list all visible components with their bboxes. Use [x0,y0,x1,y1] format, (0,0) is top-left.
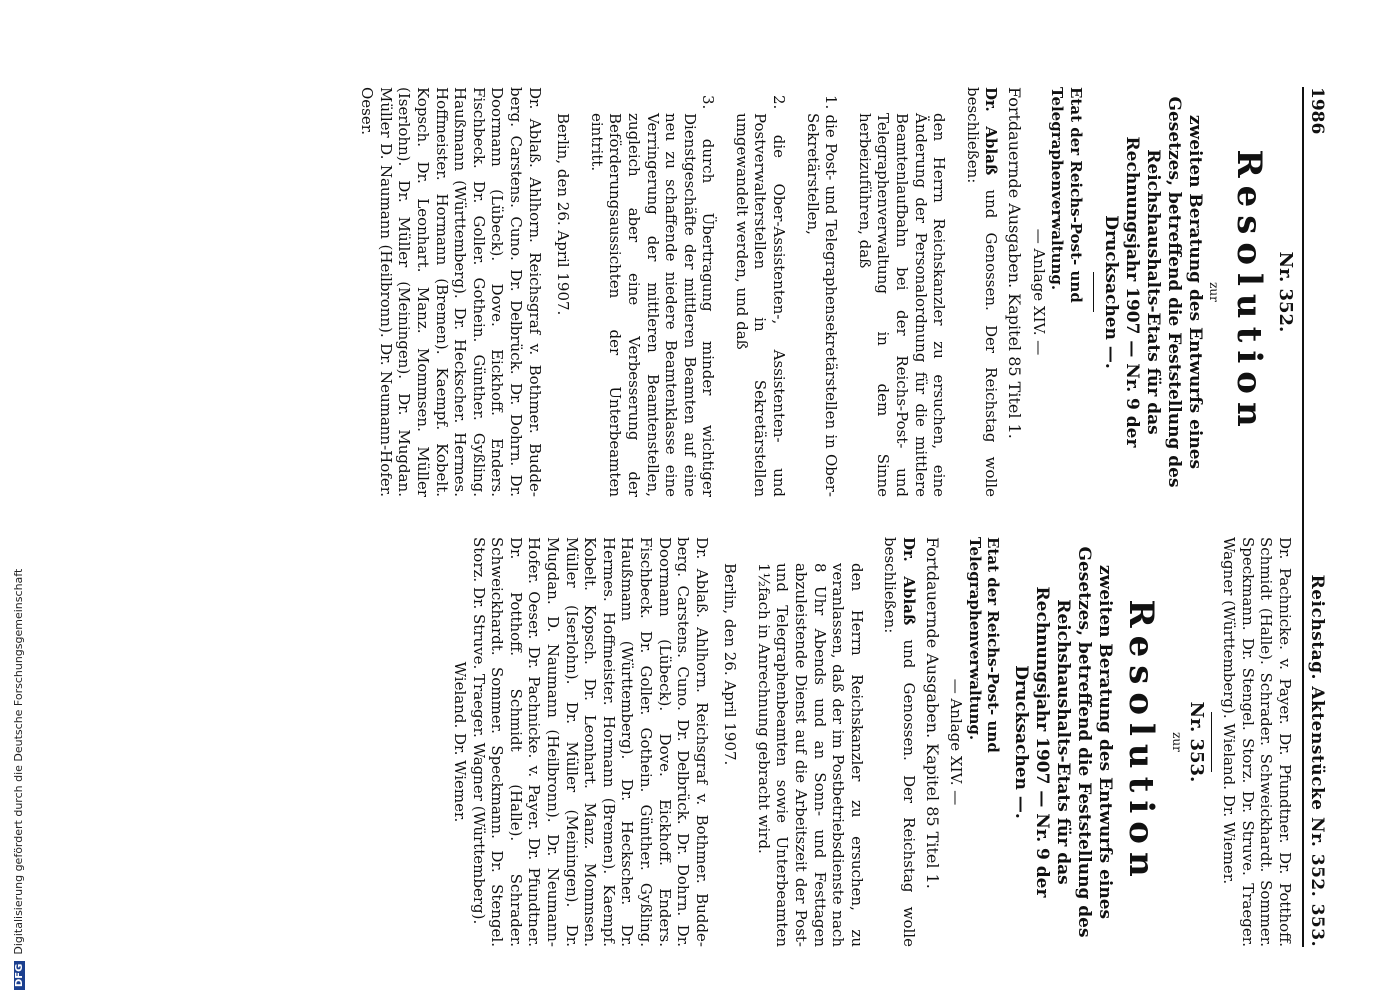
page-number: 1986 [1306,87,1327,135]
anlage-label: — Anlage XIV. — [1029,228,1048,356]
body-paragraph: den Herrn Reichskanzler zu ersuchen, eine Änderung der Personalordnung für die mittlere Beamtenlaufbahn bei der Reichs-Post- und Telegraphenverwaltung in dem Sinne herbeizuführen, daß [855,113,949,497]
intro-text: und Genossen. Der Reichstag wolle beschließen: [881,537,919,947]
list-item: 1. die Post- und Telegraphensekretärstellen in Ober-Sekretärstellen, [803,95,841,497]
document-page [358,87,1330,947]
date-line: Berlin, den 26. April 1907. [554,113,573,316]
column-right [450,537,1294,947]
intro-paragraph [881,537,918,947]
kapitel-line: Fortdauernde Ausgaben. Kapitel 85 Titel 1. [922,537,942,889]
dfg-note-text: Digitalisierung gefördert durch die Deutsche Forschungsgemeinschaft [12,568,25,955]
resolution-title: Resolution [1121,599,1162,885]
body-paragraph: den Herrn Reichskanzler zu ersuchen, zu veranlassen, daß der im Postbetriebsdienste nach 8 Uhr Abends und an Sonn- und Festtagen abzuleistende Dienst auf die Arbeitszeit der Post- und Telegraphenbeamten sowie Unterbeamten 1½fach in Anrechnung gebracht wird. [754,563,866,947]
signatories-continued: Dr. Pachnicke. v. Payer. Dr. Pfundtner. Dr. Potthoff. Schmidt (Halle). Schrader. Schweickhardt. Sommer. Speckmann. Dr. Stengel. Storz. Dr. Struve. Traeger. Wagner (Württemberg). Wieland. Dr. Wiemer. [1220,537,1294,947]
divider [1093,272,1094,312]
dfg-side-note [0,0,24,1000]
resolution-title: Resolution [1229,149,1270,435]
etat-heading: Etat der Reichs-Post- und Telegraphenverwaltung. [965,537,1003,753]
list-item: 3. durch Übertragung minder wichtiger Dienstgeschäfte der mittleren Beamten auf eine neu zu schaffende niedere Beamtenklasse eine Verringerung der mittleren Beamtenstellen, zugleich aber eine Verbesserung der Beförderungsaussichten der Unterbeamten eintritt. [587,95,718,497]
document-number: Nr. 353. [1185,701,1207,783]
anlage-label: — Anlage XIV. — [947,678,966,806]
signatories: Dr. Ablaß. Ahlhorn. Reichsgraf v. Bothmer. Budde-berg. Carstens. Cuno. Dr. Delbrück. Dr. Dohrn. Dr. Doormann (Lübeck). Dove. Eickhoff. Enders. Fischbeck. Dr. Goller. Gothein. Günther. Gyßling. Haußmann (Württemberg). Dr. Heckscher. Hermes. Hoffmeister. Hormann (Bremen). Kaempf. Kobelt. Kopsch. Dr. Leonhart. Manz. Mommsen. Müller (Iserlohn). Dr. Müller (Meiningen). Dr. Mugdan. Müller D. Naumann (Heilbronn). Dr. Neumann-Hofer. Oeser. [358,87,544,497]
list-item: 2. die Ober-Assistenten-, Assistenten- und Postverwalterstellen in Sekretärstellen umgewandelt werden, und daß [732,95,789,497]
divider [1211,712,1212,772]
running-title: Reichstag. Aktenstücke Nr. 352. 353. [1306,574,1327,947]
column-left [358,87,1294,497]
signatories: Dr. Ablaß. Ahlhorn. Reichsgraf v. Bothmer. Budde-berg. Carstens. Cuno. Dr. Delbrück. Dr. Dohrn. Dr. Doormann (Lübeck). Dove. Eickhoff. Enders. Fischbeck. Dr. Goller. Gothein. Günther. Gyßling. Haußmann (Württemberg). Dr. Heckscher. Dr. Hermes. Hoffmeister. Hormann (Bremen). Kaempf. Kobelt. Kopsch. Dr. Leonhart. Manz. Mommsen. Müller (Iserlohn). Dr. Müller (Meiningen). Dr. Mugdan. D. Naumann (Heilbronn). Dr. Neumann-Hofer. Oeser. Dr. Pachnicke. v. Payer. Dr. Pfundtner. Dr. Potthoff. Schmidt (Halle). Schrader. Schweickhardt. Sommer. Speckmann. Dr. Stengel. Storz. Dr. Struve. Traeger. Wagner (Württemberg). [469,537,711,947]
zur-label: zur [1207,282,1222,302]
intro-name: Dr. Ablaß [900,537,919,626]
page-header [1302,87,1330,947]
document-number: Nr. 352. [1275,251,1296,333]
date-line: Berlin, den 26. April 1907. [721,563,740,766]
kapitel-line: Fortdauernde Ausgaben. Kapitel 85 Titel 1. [1005,87,1025,439]
intro-text: und Genossen. Der Reichstag wolle beschließen: [963,87,1001,497]
signatories-tail: Wieland. Dr. Wiemer. [451,661,469,823]
etat-heading: Etat der Reichs-Post- und Telegraphenverwaltung. [1048,87,1085,303]
resolution-subtitle: zweiten Beratung des Entwurfs eines Gesetzes, betreffend die Feststellung des Reichshaushalts-Etats für das Rechnungsjahr 1907 — Nr. 9 der Drucksachen —. [1100,96,1205,488]
resolution-subtitle: zweiten Beratung des Entwurfs eines Gesetzes, betreffend die Feststellung des Reichshaushalts-Etats für das Rechnungsjahr 1907 — Nr. 9 der Drucksachen —. [1011,546,1116,938]
zur-label: zur [1170,732,1185,752]
intro-paragraph [963,87,1000,497]
intro-name: Dr. Ablaß [982,87,1001,176]
dfg-logo: DFG [14,961,25,990]
